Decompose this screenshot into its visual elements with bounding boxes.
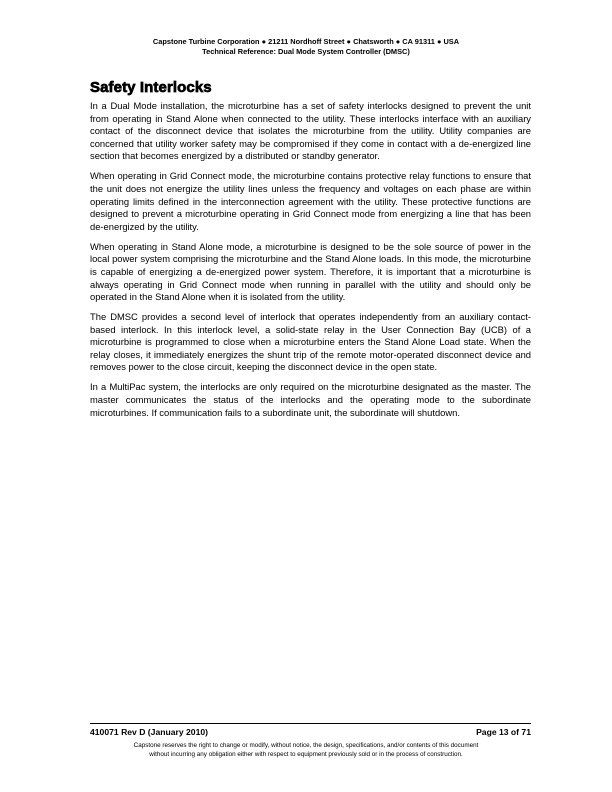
disclaimer-line: without incurring any obligation either with respect to equipment previously sold or in the process of construction. bbox=[149, 750, 463, 758]
section-body bbox=[90, 100, 531, 427]
footer-disclaimer bbox=[0, 742, 612, 759]
section-title: Safety Interlocks bbox=[90, 79, 212, 96]
paragraph: In a Dual Mode installation, the microturbine has a set of safety interlocks designed to prevent the unit from operating in Stand Alone when connected to the utility. These interlocks interface with an auxiliary contact of the disconnect device that isolates the microturbine from the utility. Utility companies are concerned that utility worker safety may be compromised if they come in contact with a de-energized line section that becomes energized by a distributed or standby generator. bbox=[90, 100, 531, 162]
header-doc-title: Technical Reference: Dual Mode System Controller (DMSC) bbox=[202, 47, 410, 56]
footer-rule bbox=[90, 723, 531, 724]
paragraph: The DMSC provides a second level of interlock that operates independently from an auxiliary contact-based interlock. In this interlock level, a solid-state relay in the User Connection Bay (UCB) of a microturbine is programmed to close when a microturbine enters the Stand Alone Load state. When the relay closes, it immediately energizes the shunt trip of the remote motor-operated disconnect device and removes power to the close circuit, keeping the disconnect device in the open state. bbox=[90, 311, 531, 373]
footer-page-number: Page 13 of 71 bbox=[476, 727, 531, 737]
paragraph: When operating in Grid Connect mode, the microturbine contains protective relay functions to ensure that the unit does not energize the utility lines unless the frequency and voltages on each phase are within operating limits defined in the interconnection agreement with the utility. These protective functions are designed to prevent a microturbine operating in Grid Connect mode from energizing a line that has been de-energized by the utility. bbox=[90, 170, 531, 232]
paragraph: In a MultiPac system, the interlocks are only required on the microturbine designated as the master. The master communicates the status of the interlocks and the operating mode to the subordinate microturbines. If communication fails to a subordinate unit, the subordinate will shutdown. bbox=[90, 381, 531, 418]
disclaimer-line: Capstone reserves the right to change or modify, without notice, the design, specifications, and/or contents of this document bbox=[133, 742, 479, 749]
paragraph: When operating in Stand Alone mode, a microturbine is designed to be the sole source of power in the local power system comprising the microturbine and the Stand Alone loads. In this mode, the microturbine is capable of energizing a de-energized power system. Therefore, it is important that a microturbine is always operating in Grid Connect mode when running in parallel with the utility and should only be operated in the Stand Alone when it is isolated from the utility. bbox=[90, 240, 531, 303]
footer-doc-id: 410071 Rev D (January 2010) bbox=[90, 727, 209, 737]
header-address: Capstone Turbine Corporation ● 21211 Nordhoff Street ● Chatsworth ● CA 91311 ● USA bbox=[152, 37, 460, 46]
page-header bbox=[0, 37, 612, 57]
